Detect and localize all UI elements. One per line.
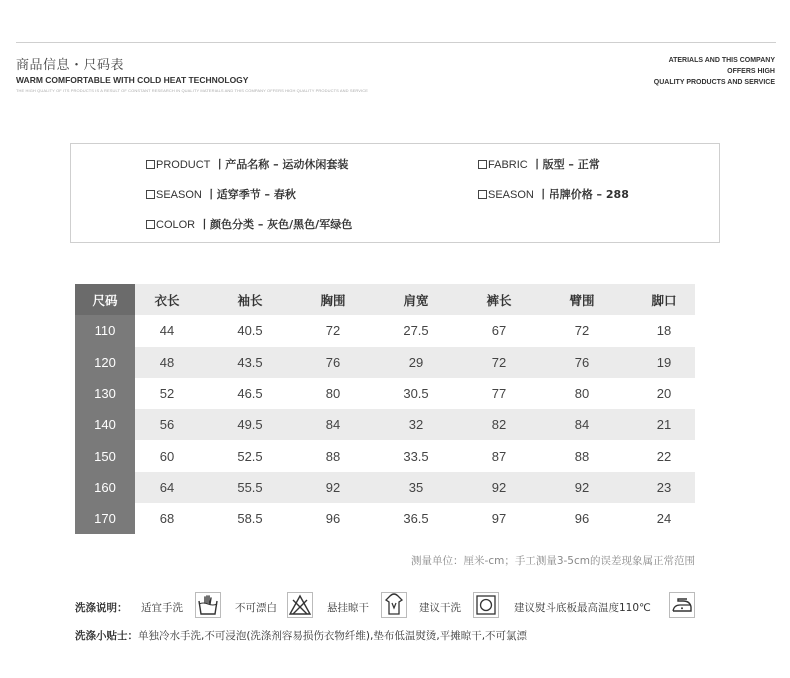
table-cell: 72 bbox=[574, 323, 590, 339]
table-row bbox=[75, 503, 695, 534]
wash-tips bbox=[75, 628, 527, 643]
size-cell: 140 bbox=[75, 409, 135, 440]
table-cell: 58.5 bbox=[237, 511, 263, 527]
table-cell: 55.5 bbox=[199, 472, 301, 503]
table-row bbox=[75, 472, 695, 503]
measurement-note: 测量单位：厘米-cm；手工测量3-5cm的误差现象属正常范围 bbox=[411, 555, 695, 567]
page-subtitle: WARM COMFORTABLE WITH COLD HEAT TECHNOLOGY bbox=[16, 75, 249, 85]
fine-print: THE HIGH QUALITY OF ITS PRODUCTS IS A RESULT OF CONSTANT RESEARCH IN QUALITY MATERIALS AND THIS COMPANY OFFERS HIGH QUALITY PRODUCTS AND SERVICE bbox=[16, 88, 369, 93]
table-cell: 49.5 bbox=[199, 409, 301, 440]
table-cell: 92 bbox=[467, 472, 531, 503]
header-divider bbox=[16, 42, 776, 43]
info-color: COLOR 丨颜色分类 – 灰色/黑色/军绿色 bbox=[146, 216, 352, 232]
table-cell: 80 bbox=[574, 386, 590, 402]
table-cell: 88 bbox=[574, 448, 590, 464]
column-header: 裤长 bbox=[467, 284, 531, 315]
table-cell: 52.5 bbox=[237, 448, 263, 464]
wash-instructions bbox=[75, 592, 705, 622]
wash-item-text: 适宜手洗 bbox=[141, 602, 183, 614]
table-cell: 80 bbox=[325, 386, 341, 402]
size-cell: 150 bbox=[75, 440, 135, 471]
info-product: PRODUCT 丨产品名称 – 运动休闲套装 bbox=[146, 156, 348, 172]
table-cell: 92 bbox=[301, 472, 365, 503]
table-cell: 19 bbox=[633, 347, 695, 378]
table-cell: 77 bbox=[491, 386, 507, 402]
table-cell: 56 bbox=[135, 409, 199, 440]
checkbox-icon bbox=[146, 190, 155, 199]
iron-icon bbox=[669, 592, 695, 618]
hand-wash-icon bbox=[195, 592, 221, 618]
table-row bbox=[75, 315, 695, 346]
wash-item-text: 建议干洗 bbox=[419, 602, 461, 614]
table-cell: 29 bbox=[365, 347, 467, 378]
table-cell: 43.5 bbox=[199, 347, 301, 378]
table-cell: 87 bbox=[491, 448, 507, 464]
header-right-line: OFFERS HIGH bbox=[727, 68, 775, 75]
column-header: 胸围 bbox=[301, 284, 365, 315]
table-header-row bbox=[75, 284, 695, 315]
table-cell: 23 bbox=[633, 472, 695, 503]
table-row bbox=[75, 409, 695, 440]
table-cell: 46.5 bbox=[237, 386, 263, 402]
table-cell: 64 bbox=[135, 472, 199, 503]
size-cell: 170 bbox=[75, 503, 135, 534]
column-header: 臂围 bbox=[531, 284, 633, 315]
table-cell: 76 bbox=[301, 347, 365, 378]
wash-label: 洗涤说明： bbox=[75, 602, 128, 614]
table-cell: 88 bbox=[325, 448, 341, 464]
table-cell: 68 bbox=[159, 511, 175, 527]
hang-dry-icon bbox=[381, 592, 407, 618]
table-cell: 36.5 bbox=[403, 511, 429, 527]
table-cell: 21 bbox=[633, 409, 695, 440]
table-cell: 18 bbox=[656, 323, 672, 339]
table-cell: 72 bbox=[325, 323, 341, 339]
table-row bbox=[75, 347, 695, 378]
checkbox-icon bbox=[478, 160, 487, 169]
checkbox-icon bbox=[478, 190, 487, 199]
product-info-box bbox=[70, 143, 720, 243]
table-cell: 33.5 bbox=[403, 448, 429, 464]
table-cell: 84 bbox=[301, 409, 365, 440]
info-price: SEASON 丨吊牌价格 – 288 bbox=[478, 186, 629, 202]
size-cell: 160 bbox=[75, 472, 135, 503]
size-cell: 110 bbox=[75, 315, 135, 346]
table-cell: 20 bbox=[656, 386, 672, 402]
table-cell: 52 bbox=[159, 386, 175, 402]
header-right-line: ATERIALS AND THIS COMPANY bbox=[668, 57, 775, 64]
tips-label: 洗涤小贴士： bbox=[75, 630, 138, 642]
size-cell: 120 bbox=[75, 347, 135, 378]
table-cell: 67 bbox=[491, 323, 507, 339]
table-cell: 24 bbox=[656, 511, 672, 527]
column-header: 尺码 bbox=[75, 284, 135, 315]
header-right-line: QUALITY PRODUCTS AND SERVICE bbox=[653, 79, 775, 86]
table-cell: 35 bbox=[365, 472, 467, 503]
column-header: 衣长 bbox=[135, 284, 199, 315]
no-bleach-icon bbox=[287, 592, 313, 618]
table-cell: 60 bbox=[159, 448, 175, 464]
wash-item-text: 建议熨斗底板最高温度110℃ bbox=[514, 602, 651, 614]
table-cell: 96 bbox=[325, 511, 341, 527]
table-cell: 76 bbox=[531, 347, 633, 378]
wash-item-text: 不可漂白 bbox=[235, 602, 277, 614]
table-cell: 27.5 bbox=[403, 323, 429, 339]
table-cell: 48 bbox=[135, 347, 199, 378]
table-cell: 82 bbox=[467, 409, 531, 440]
wash-item-text: 悬挂晾干 bbox=[327, 602, 369, 614]
info-season: SEASON 丨适穿季节 – 春秋 bbox=[146, 186, 296, 202]
column-header: 肩宽 bbox=[365, 284, 467, 315]
page-title: 商品信息・尺码表 bbox=[16, 58, 125, 73]
table-cell: 22 bbox=[656, 448, 672, 464]
info-fabric: FABRIC 丨版型 – 正常 bbox=[478, 156, 600, 172]
table-cell: 72 bbox=[467, 347, 531, 378]
table-row bbox=[75, 378, 695, 409]
size-chart-table bbox=[75, 284, 695, 534]
checkbox-icon bbox=[146, 220, 155, 229]
table-cell: 97 bbox=[491, 511, 507, 527]
checkbox-icon bbox=[146, 160, 155, 169]
table-cell: 30.5 bbox=[403, 386, 429, 402]
table-cell: 84 bbox=[531, 409, 633, 440]
column-header: 袖长 bbox=[199, 284, 301, 315]
dry-clean-icon bbox=[473, 592, 499, 618]
table-cell: 40.5 bbox=[237, 323, 263, 339]
table-cell: 96 bbox=[574, 511, 590, 527]
table-cell: 92 bbox=[531, 472, 633, 503]
tips-text: 单独冷水手洗,不可浸泡(洗涤剂容易损伤衣物纤维),垫布低温熨烫,平摊晾干,不可氯漂 bbox=[138, 630, 528, 642]
size-cell: 130 bbox=[75, 378, 135, 409]
table-row bbox=[75, 440, 695, 471]
header-right-text bbox=[654, 55, 775, 88]
table-cell: 44 bbox=[159, 323, 175, 339]
table-cell: 32 bbox=[365, 409, 467, 440]
column-header: 脚口 bbox=[633, 284, 695, 315]
